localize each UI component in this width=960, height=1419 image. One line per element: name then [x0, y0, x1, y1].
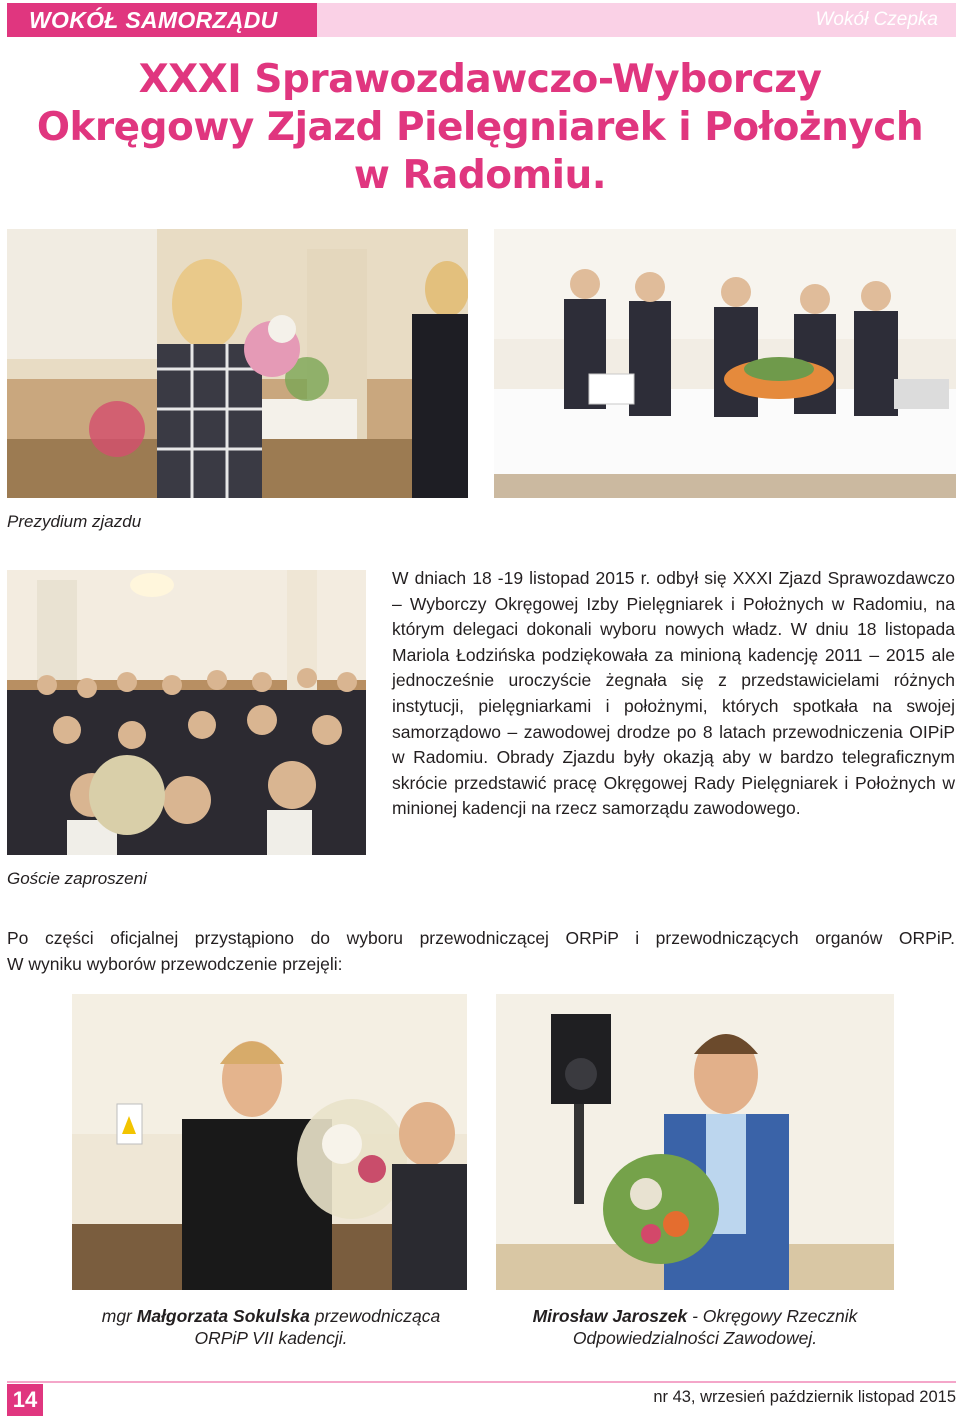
page-number: 14 [7, 1384, 43, 1416]
caption-jaroszek-role-2: Odpowiedzialności Zawodowej. [572, 1328, 818, 1348]
caption-guests: Goście zaproszeni [7, 869, 147, 888]
caption-presidium: Prezydium zjazdu [7, 512, 142, 531]
title-line-1: XXXI Sprawozdawczo-Wyborczy [138, 57, 822, 102]
photo-malgorzata-sokulska [72, 994, 467, 1290]
caption-jaroszek-role-1: - Okręgowy Rzecznik [687, 1306, 858, 1326]
photo-speaker-with-flowers [7, 229, 468, 498]
article-paragraph-2 [7, 926, 955, 977]
article-paragraph-2-line-1: Po części oficjalnej przystąpiono do wyboru przewodniczącej ORPiP i przewodniczących organów ORPiP. [7, 928, 955, 948]
issue-info: nr 43, wrzesień październik listopad 2015 [653, 1388, 956, 1406]
photo-miroslaw-jaroszek [496, 994, 894, 1290]
title-line-2: Okręgowy Zjazd Pielęgniarek i Położnych [36, 105, 924, 150]
footer-divider [7, 1381, 956, 1383]
title-line-3: w Radomiu. [353, 153, 607, 198]
column-name: Wokół Czepka [815, 9, 938, 30]
caption-jaroszek-name: Mirosław Jaroszek [532, 1306, 688, 1326]
photo-guests-audience [7, 570, 366, 855]
section-tag: WOKÓŁ SAMORZĄDU [7, 3, 317, 37]
caption-sokulska-role-2: ORPiP VII kadencji. [194, 1328, 348, 1348]
caption-sokulska-name: Małgorzata Sokulska [136, 1306, 310, 1326]
caption-jaroszek [496, 1305, 894, 1349]
article-paragraph-1: W dniach 18 -19 listopad 2015 r. odbył się XXXI Zjazd Sprawozdawczo – Wyborczy Okręgowej Izby Pielęgniarek i Położnych w Radomiu, na którym delegaci dokonali wyboru nowych władz. W dniu 18 listopada Mariola Łodzińska podziękowała za minioną kadencję 2011 – 2015 ale jednocześnie uroczyście żegnała się z przedstawicielami różnych instytucji, pielęgniarkami i położnymi, których spotkała na swojej samorządowo – zawodowej drodze po 8 latach przewodniczenia OIPiP w Radomiu. Obrady Zjazdu były okazją aby w bardzo telegraficznym skrócie przedstawić pracę Okręgowej Rady Pielęgniarek i Położnych w minionej kadencji na rzecz samorządu zawodowego. [392, 568, 955, 819]
photo-presidium [494, 229, 956, 498]
caption-sokulska [72, 1305, 470, 1349]
caption-sokulska-prefix: mgr [101, 1306, 137, 1326]
caption-sokulska-role-1: przewodnicząca [309, 1306, 441, 1326]
article-title [0, 56, 960, 200]
article-paragraph-2-line-2: W wyniku wyborów przewodczenie przejęli: [7, 953, 343, 974]
